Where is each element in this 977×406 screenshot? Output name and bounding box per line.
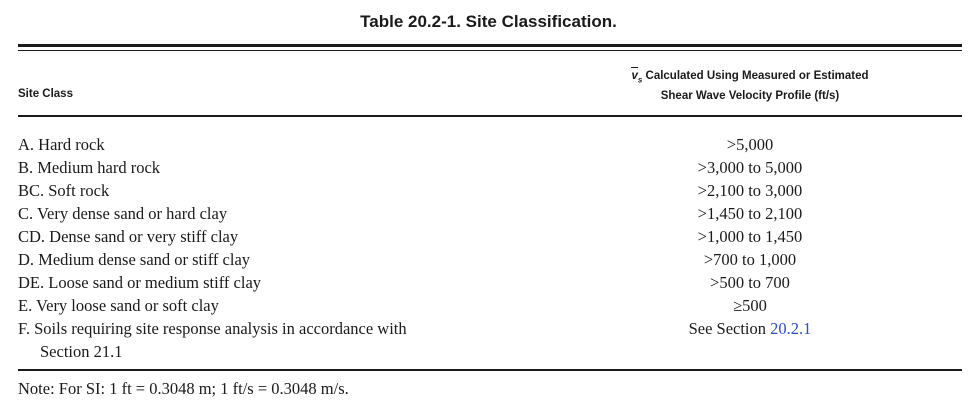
table-row [0,156,977,179]
velocity-cell: >3,000 to 5,000 [697,158,803,177]
site-class-cell: B. Medium hard rock [18,158,161,177]
header-velocity-line2: Shear Wave Velocity Profile (ft/s) [660,90,840,103]
bottom-rule [18,369,962,371]
top-rule-upper [18,44,962,47]
site-class-cell: CD. Dense sand or very stiff clay [18,227,239,246]
site-class-cell: D. Medium dense sand or stiff clay [18,250,251,269]
header-velocity-line1: Calculated Using Measured or Estimated [642,70,869,82]
site-class-cell: DE. Loose sand or medium stiff clay [18,273,262,292]
table-title: Table 20.2-1. Site Classification. [360,12,617,31]
header-site-class: Site Class [18,88,73,100]
table-body [0,133,977,363]
velocity-cell: >1,000 to 1,450 [697,227,803,246]
velocity-cell: >1,450 to 2,100 [697,204,803,223]
site-class-cell: A. Hard rock [18,135,105,154]
velocity-cell: >5,000 [726,135,774,154]
header-velocity [560,68,940,104]
velocity-cell: >500 to 700 [710,273,790,292]
site-class-line2: Section 21.1 [40,342,123,361]
velocity-see-section: See Section [688,319,771,338]
velocity-cell: >700 to 1,000 [703,250,797,269]
velocity-cell [560,317,940,340]
site-class-cell [18,317,407,363]
table-row [0,202,977,225]
site-class-cell: C. Very dense sand or hard clay [18,204,228,223]
site-class-line1: F. Soils requiring site response analysis in accordance with [18,319,407,338]
velocity-cell: ≥500 [733,296,767,315]
header-rule [18,115,962,117]
vs-symbol: $v_s$ [631,68,642,88]
table-note: Note: For SI: 1 ft = 0.3048 m; 1 ft/s = 0.3048 m/s. [18,379,349,398]
table-row [0,248,977,271]
site-class-cell: E. Very loose sand or soft clay [18,296,219,315]
table-row [0,271,977,294]
table-row [0,179,977,202]
site-class-cell: BC. Soft rock [18,181,110,200]
table-row [0,133,977,156]
section-link[interactable]: 20.2.1 [770,319,812,338]
table-row [0,294,977,317]
velocity-cell: >2,100 to 3,000 [697,181,803,200]
top-rule-lower [18,50,962,51]
table-row [0,225,977,248]
table-row [0,317,977,363]
